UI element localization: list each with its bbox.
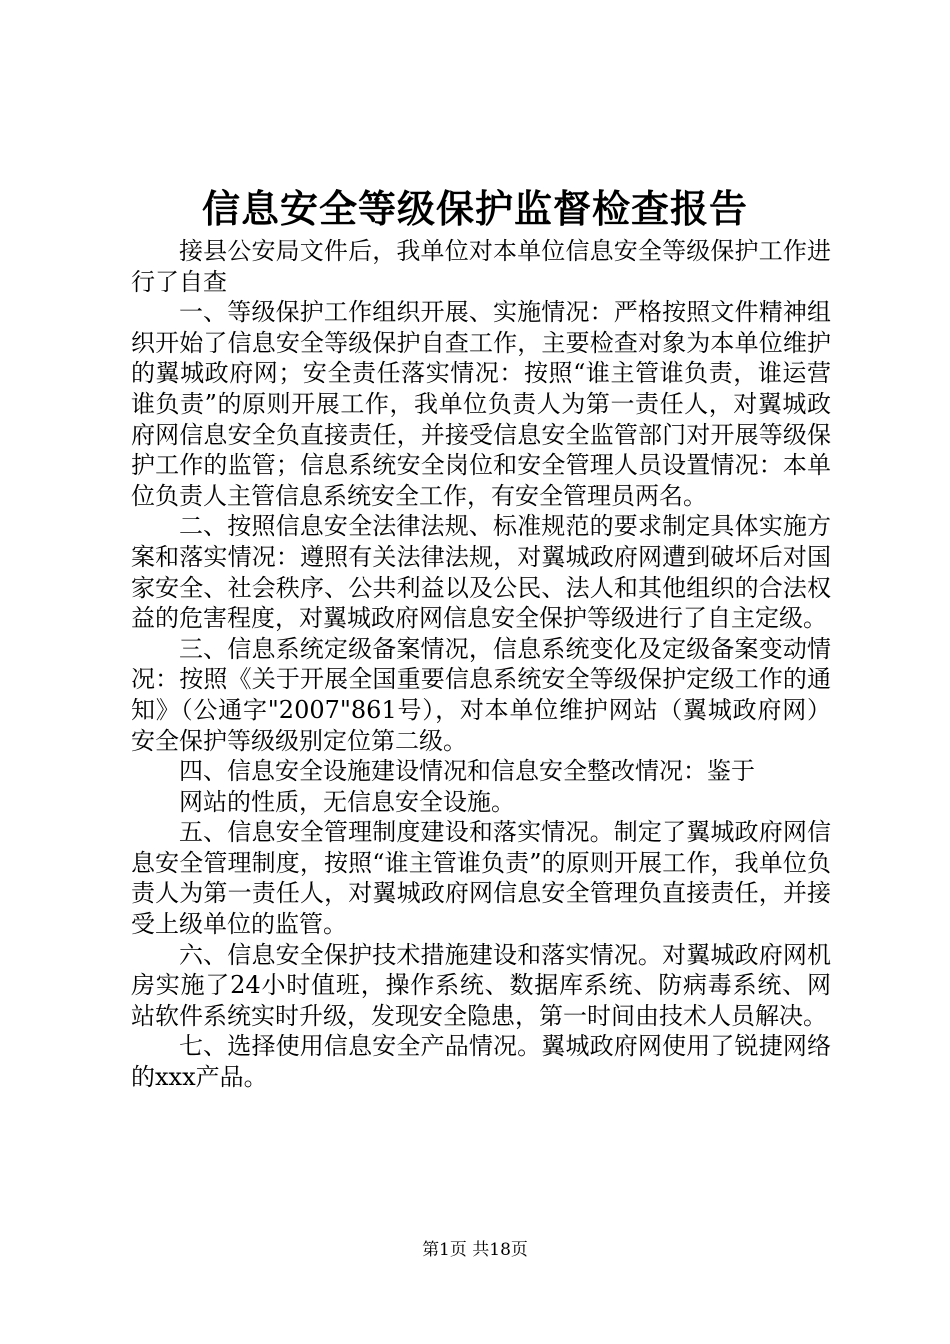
page-number-footer: 第1页 共18页	[422, 1240, 528, 1260]
paragraph-section-4-continued: 网站的性质，无信息安全设施。	[179, 787, 515, 816]
paragraph-section-4: 四、信息安全设施建设情况和信息安全整改情况：鉴于	[179, 757, 755, 786]
document-title: 信息安全等级保护监督检查报告	[201, 186, 748, 231]
paragraph-section-7: 七、选择使用信息安全产品情况。翼城政府网使用了锐捷网络的xxx产品。	[131, 1032, 831, 1092]
paragraph-section-5: 五、信息安全管理制度建设和落实情况。制定了翼城政府网信息安全管理制度，按照“谁主管谁负责”的原则开展工作，我单位负责人为第一责任人，对翼城政府网信息安全管理负直接责任，并接受上级单位的监管。	[131, 818, 831, 939]
paragraph-section-1: 一、等级保护工作组织开展、实施情况：严格按照文件精神组织开始了信息安全等级保护自查工作，主要检查对象为本单位维护的翼城政府网；安全责任落实情况：按照“谁主管谁负责，谁运营谁负责”的原则开展工作，我单位负责人为第一责任人，对翼城政府网信息安全负直接责任，并接受信息安全监管部门对开展等级保护工作的监管；信息系统安全岗位和安全管理人员设置情况：本单位负责人主管信息系统安全工作，有安全管理员两名。	[131, 298, 831, 510]
paragraph-section-3: 三、信息系统定级备案情况，信息系统变化及定级备案变动情况：按照《关于开展全国重要信息系统安全等级保护定级工作的通知》（公通字"2007"861号），对本单位维护网站（翼城政府网）安全保护等级级别定位第二级。	[131, 634, 831, 755]
document-body	[131, 236, 831, 1093]
paragraph-section-2: 二、按照信息安全法律法规、标准规范的要求制定具体实施方案和落实情况：遵照有关法律法规，对翼城政府网遭到破坏后对国家安全、社会秩序、公共利益以及公民、法人和其他组织的合法权益的危害程度，对翼城政府网信息安全保护等级进行了自主定级。	[131, 512, 831, 633]
paragraph-section-6: 六、信息安全保护技术措施建设和落实情况。对翼城政府网机房实施了24小时值班，操作系统、数据库系统、防病毒系统、网站软件系统实时升级，发现安全隐患，第一时间由技术人员解决。	[131, 940, 831, 1030]
paragraph-intro: 接县公安局文件后，我单位对本单位信息安全等级保护工作进行了自查	[131, 237, 831, 296]
